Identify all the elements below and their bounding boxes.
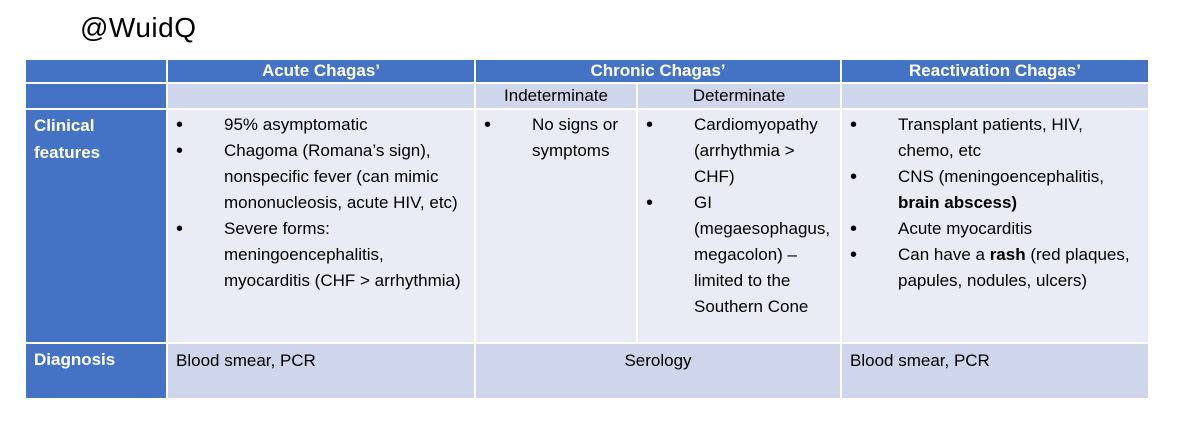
list-item: • Transplant patients, HIV, chemo, etc <box>842 112 1148 164</box>
chagas-comparison-table <box>26 60 1140 392</box>
list-item: • Cardiomyopathy (arrhythmia > CHF) <box>638 112 840 190</box>
row-label-clinical-features: Clinical features <box>26 110 166 342</box>
diagnosis-acute: Blood smear, PCR <box>168 344 474 398</box>
list-item: • CNS (meningoencephalitis, brain abscess) <box>842 164 1148 216</box>
list-item: • Acute myocarditis <box>842 216 1148 242</box>
row-label-diagnosis: Diagnosis <box>26 344 166 398</box>
emphasis-brain-abscess: brain abscess) <box>898 193 1018 212</box>
subheader-reactivation-empty <box>842 84 1148 108</box>
header-chronic: Chronic Chagas’ <box>476 60 840 82</box>
indeterminate-clinical-features <box>476 110 636 342</box>
list-item: • Can have a rash (red plaques, papules, nodules, ulcers) <box>842 242 1148 294</box>
reactivation-clinical-features <box>842 110 1148 342</box>
acute-clinical-features <box>168 110 474 342</box>
subheader-acute-empty <box>168 84 474 108</box>
subheader-indeterminate: Indeterminate <box>476 84 636 108</box>
determinate-clinical-features <box>638 110 840 342</box>
diagnosis-chronic: Serology <box>476 344 840 398</box>
author-handle: @WuidQ <box>80 12 197 43</box>
subheader-corner <box>26 84 166 108</box>
subheader-determinate: Determinate <box>638 84 840 108</box>
emphasis-rash: rash <box>989 245 1026 264</box>
list-item: • Severe forms: meningoencephalitis, myocarditis (CHF > arrhythmia) <box>168 216 474 294</box>
diagnosis-reactivation: Blood smear, PCR <box>842 344 1148 398</box>
list-item: • No signs or symptoms <box>476 112 636 164</box>
header-reactivation: Reactivation Chagas’ <box>842 60 1148 82</box>
list-item: • Chagoma (Romana’s sign), nonspecific fever (can mimic mononucleosis, acute HIV, etc) <box>168 138 474 216</box>
list-item: • GI (megaesophagus, megacolon) – limited to the Southern Cone <box>638 190 840 320</box>
list-item: • 95% asymptomatic <box>168 112 474 138</box>
header-acute: Acute Chagas’ <box>168 60 474 82</box>
header-corner <box>26 60 166 82</box>
